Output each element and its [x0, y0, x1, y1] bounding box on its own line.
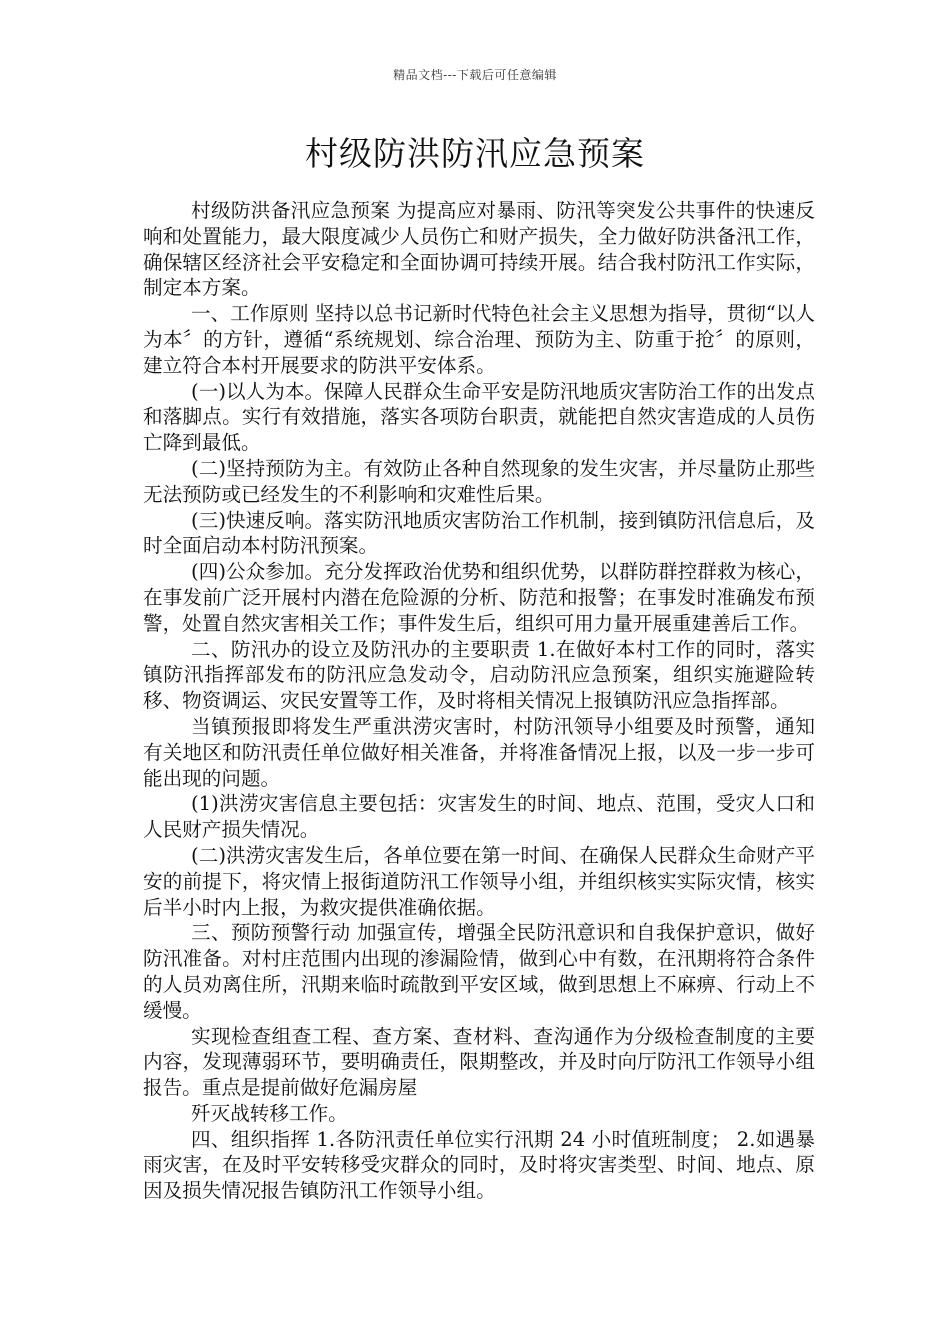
paragraph-command: 四、组织指挥 1.各防汛责任单位实行汛期 24 小时值班制度； 2.如遇暴雨灾害，在及时平安转移受灾群众的同时，及时将灾害类型、时间、地点、原因及损失情况报告镇防汛工作领导小组。 — [143, 1127, 815, 1203]
paragraph-public-participation: (四)公众参加。充分发挥政治优势和组织优势，以群防群控群救为核心，在事发前广泛开展村内潜在危险源的分析、防范和报警；在事发时准确发布预警，处置自然灾害相关工作；事件发生后，组织可用力量开展重建善后工作。 — [143, 560, 815, 635]
paragraph-after-disaster: (二)洪涝灾害发生后，各单位要在第一时间、在确保人民群众生命财产平安的前提下，将灾情上报街道防汛工作领导小组，并组织核实实际灾情，核实后半小时内上报，为救灾提供准确依据。 — [143, 843, 815, 919]
paragraph-principles: 一、工作原则 坚持以总书记新时代特色社会主义思想为指导，贯彻“以人为本〞的方针，遵循“系统规划、综合治理、预防为主、防重于抢〞的原则，建立符合本村开展要求的防洪平安体系。 — [143, 302, 815, 377]
paragraph-disaster-info: (1)洪涝灾害信息主要包括：灾害发生的时间、地点、范围，受灾人口和人民财产损失情况。 — [143, 792, 815, 842]
paragraph-prevention: (二)坚持预防为主。有效防止各种自然现象的发生灾害，并尽量防止那些无法预防或已经发生的不利影响和灾难性后果。 — [143, 456, 815, 506]
document-body — [143, 198, 815, 1204]
paragraph-inspection: 实现检查组查工程、查方案、查材料、查沟通作为分级检查制度的主要内容，发现薄弱环节，要明确责任，限期整改，并及时向厅防汛工作领导小组报告。重点是提前做好危漏房屋 — [143, 1024, 815, 1100]
paragraph-office-duties: 二、防汛办的设立及防汛办的主要职责 1.在做好本村工作的同时，落实镇防汛指挥部发布的防汛应急发动令，启动防汛应急预案，组织实施避险转移、物资调运、灾民安置等工作，及时将相关情况上报镇防汛应急指挥部。 — [143, 637, 815, 713]
document-title: 村级防洪防汛应急预案 — [305, 134, 645, 173]
paragraph-intro: 村级防洪备汛应急预案 为提高应对暴雨、防汛等突发公共事件的快速反响和处置能力，最大限度减少人员伤亡和财产损失，全力做好防洪备汛工作，确保辖区经济社会平安稳定和全面协调可持续开展。结合我村防汛工作实际，制定本方案。 — [143, 199, 815, 300]
header-note: 精品文档---下载后可任意编辑 — [393, 68, 557, 82]
paragraph-forecast-warning: 当镇预报即将发生严重洪涝灾害时，村防汛领导小组要及时预警，通知有关地区和防汛责任单位做好相关准备，并将准备情况上报，以及一步一步可能出现的问题。 — [143, 714, 815, 790]
paragraph-transfer-work: 歼灭战转移工作。 — [191, 1101, 348, 1125]
paragraph-prevention-actions: 三、预防预警行动 加强宣传，增强全民防汛意识和自我保护意识，做好防汛准备。对村庄范围内出现的渗漏险情，做到心中有数，在汛期将符合条件的人员劝离住所，汛期来临时疏散到平安区域，做到思想上不麻痹、行动上不缓慢。 — [143, 921, 815, 1022]
paragraph-quick-response: (三)快速反响。落实防汛地质灾害防治工作机制，接到镇防汛信息后，及时全面启动本村防汛预案。 — [143, 508, 815, 558]
paragraph-people-first: (一)以人为本。保障人民群众生命平安是防汛地质灾害防治工作的出发点和落脚点。实行有效措施，落实各项防台职责，就能把自然灾害造成的人员伤亡降到最低。 — [143, 379, 815, 455]
